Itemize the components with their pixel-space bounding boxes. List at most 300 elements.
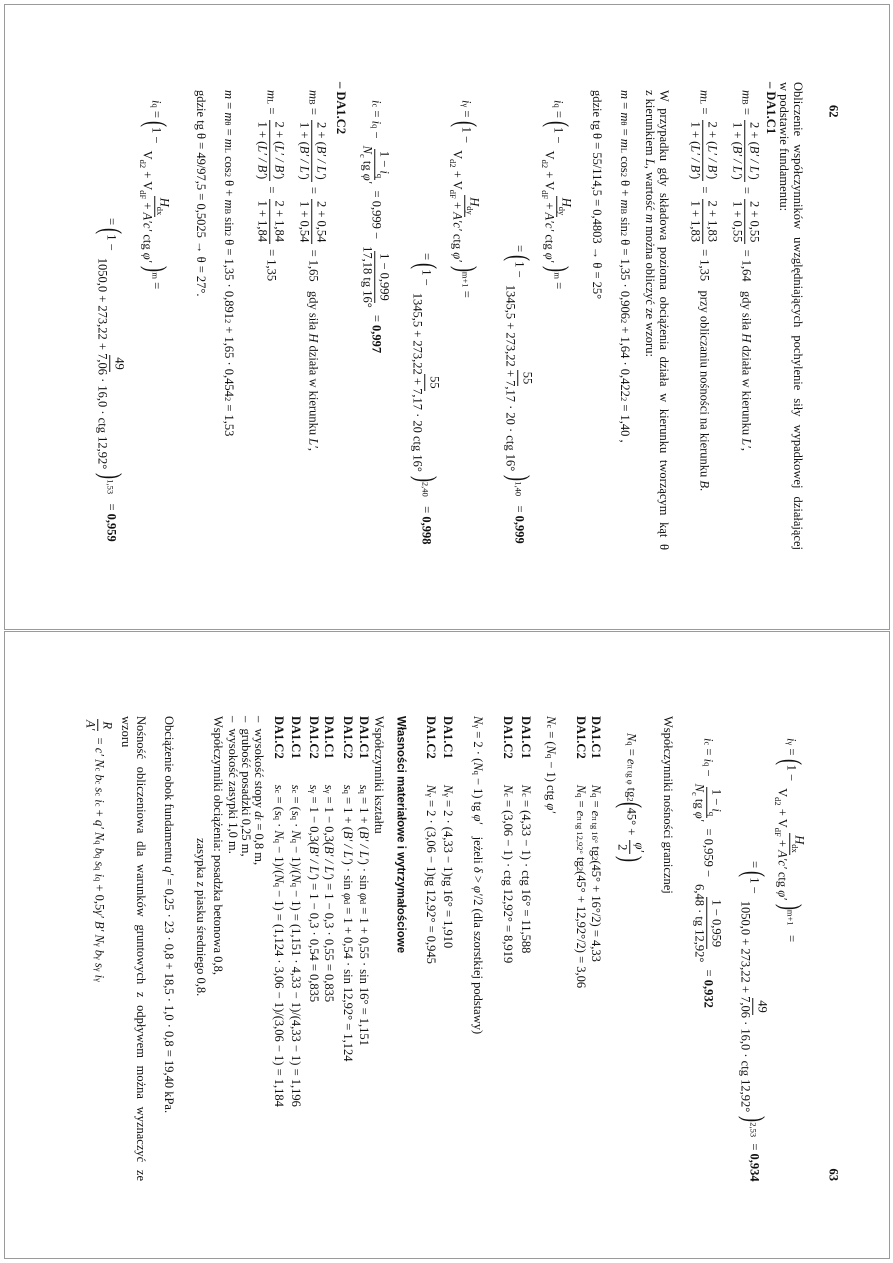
italic-symbol: A′c′	[140, 212, 155, 232]
subscript: dF	[773, 827, 783, 837]
text-line: i γ = ( 1 − $H_{dy}$ $V_{d2} + V_{dF} + A'c'$ ctg φ′ ) m+1 =	[448, 100, 482, 298]
text: jeżeli	[470, 824, 485, 867]
text: =	[700, 745, 715, 759]
text: gdzie tg θ = 49/97,5 = 0,5025 → θ = 27°.	[193, 90, 208, 297]
italic-symbol: m	[617, 138, 632, 148]
text: ,	[305, 447, 320, 452]
text: = 1 − 0,3(	[306, 793, 321, 846]
fraction	[730, 199, 761, 244]
text-line: = ( 1 − 49 1050,0 + 273,22 + 7,06 · 16,0 · ctg 12,92° ) 1,53 = 0,959	[94, 218, 127, 542]
italic-symbol: B′ / L′	[747, 145, 762, 176]
numerator	[110, 355, 126, 372]
numerator	[270, 120, 286, 182]
italic-symbol: s	[321, 784, 336, 790]
text: 49	[755, 1000, 770, 1013]
subscript: dx	[789, 844, 800, 853]
italic-symbol: L′	[305, 438, 320, 448]
text-line	[193, 838, 207, 996]
left-paren: (	[449, 120, 482, 127]
right-paren: )	[449, 265, 482, 272]
text-line: i q = ( 1 − $H_{dx}$ $V_{d2} + V_{dF} + A'c'$ ctg φ′ ) m =	[138, 100, 172, 290]
italic-symbol: B	[696, 480, 711, 489]
left-paren: (	[541, 121, 574, 128]
text: =	[263, 104, 278, 118]
right-paren: )	[614, 856, 647, 863]
text: – wysokość zasypki 1,0 m.	[225, 716, 240, 854]
text: =	[458, 287, 473, 298]
italic-symbol: φ′	[470, 814, 485, 825]
text: działa w kierunku	[738, 342, 753, 439]
subscript: d2	[773, 797, 783, 806]
fraction	[503, 283, 534, 473]
text: = 1 + 0,55 · sin 16° = 1,151	[356, 904, 371, 1046]
italic-symbol: q′	[161, 866, 176, 876]
text: 2 + 1,84	[272, 200, 287, 242]
text: + 1,64 · 0,422	[617, 323, 632, 397]
text: V	[450, 150, 465, 160]
text: +	[91, 806, 106, 820]
text-line: i c = i q − $1 - i_q$ $N_c$ tg φ′ = 0,959 − 1 − 0,959 6,48 · tg 12,92° = 0,932	[690, 738, 724, 1008]
denominator	[688, 120, 703, 182]
text-line: N c = ( N q − 1) ctg φ′	[543, 716, 558, 814]
text: 1 + 0,54	[297, 201, 312, 243]
fraction	[738, 899, 769, 1114]
text-line: = ( 1 − 55 1345,5 + 273,22 + 7,17 · 20 ctg 16° ) 2,40 = 0,998	[409, 253, 442, 545]
bold-text: DA1.C2	[271, 716, 286, 759]
italic-symbol: i	[368, 100, 383, 104]
text: =	[696, 183, 711, 197]
text: 2 + (	[705, 121, 720, 146]
italic-symbol: i	[91, 971, 106, 979]
italic-symbol: s	[340, 784, 355, 790]
denominator	[738, 899, 753, 1114]
subscript: dF	[448, 189, 458, 199]
text: = 0,25 · 23 · 0,8 + 18,5 · 1,0 · 0,8 = 19,40 kPa.	[161, 875, 176, 1114]
italic-symbol: N	[360, 145, 375, 154]
italic-symbol: m	[221, 112, 236, 122]
text: +	[775, 836, 790, 851]
text: = 1 + 0,54 · sin 12,92° = 1,124	[340, 904, 355, 1062]
text: =	[263, 183, 278, 197]
text: = 1,40 ,	[617, 401, 632, 443]
italic-symbol: c′ N	[91, 747, 106, 768]
text: = 2 · (3,06 − 1)tg 12,92° = 0,945	[423, 796, 438, 964]
text: 1 −	[418, 269, 433, 289]
text: cos	[221, 153, 236, 173]
fraction	[360, 144, 391, 186]
text: =	[738, 183, 753, 197]
text: 1 − 0,959	[709, 899, 724, 948]
text: Współczynniki kształtu	[371, 716, 386, 834]
italic-symbol: L	[642, 158, 657, 166]
subscript: q	[374, 173, 385, 179]
italic-symbol: N	[288, 874, 303, 883]
text: =	[305, 183, 320, 197]
text: =	[368, 311, 383, 326]
text: 1 + 0,55	[730, 201, 745, 243]
text-line	[660, 716, 674, 894]
numerator	[465, 195, 481, 217]
italic-symbol: N	[518, 784, 533, 794]
page-number: 63	[826, 1168, 841, 1181]
text: = 1,65 gdy siła	[305, 246, 320, 334]
italic-symbol: H	[467, 197, 482, 207]
text-line: = ( 1 − 55 1345,5 + 273,22 + 7,17 · 20 · ctg 16° ) 1,40 = 0,999	[502, 245, 535, 544]
text: – grubość posadzki 0,25 m,	[238, 716, 253, 857]
numerator	[790, 833, 806, 855]
text: )	[297, 175, 312, 180]
italic-symbol: H	[559, 197, 574, 207]
text: , wartość	[642, 165, 657, 214]
bold-text: DA1.C2	[423, 716, 438, 759]
bold-text: DA1.C1	[518, 716, 533, 759]
text: = 1 + (	[356, 793, 371, 831]
text: ctg	[542, 231, 557, 253]
text-line	[133, 716, 147, 1181]
text: 1 −	[103, 234, 118, 254]
text: tg	[573, 853, 588, 867]
italic-symbol: A′c′	[542, 212, 557, 232]
text: 2 + (	[314, 122, 329, 146]
text: = (3,06 − 1) · ctg 12,92° = 8,919	[500, 796, 515, 964]
numerator	[703, 199, 719, 244]
bold-text: DA1.C2	[500, 716, 515, 759]
text: tg	[588, 843, 603, 857]
text: =	[458, 107, 473, 121]
italic-symbol: s	[91, 959, 106, 968]
text: =	[617, 99, 632, 113]
text: wzoru	[118, 716, 133, 748]
text-line: DA1.C2 s γ = 1 − 0,3( B′ / L′ ) = 1 − 0,3 · 0,54 = 0,835	[306, 716, 321, 1003]
text: 1 + (	[297, 122, 312, 146]
text: 1 −	[148, 127, 163, 147]
italic-symbol: φ′	[692, 811, 707, 822]
right-paren: )	[737, 1116, 770, 1123]
text: =	[783, 925, 798, 942]
italic-symbol: s	[271, 810, 286, 816]
denominator	[83, 718, 98, 732]
italic-symbol: e	[623, 758, 638, 765]
text-line: i c = i q − $1 - i_q$ $N_c$ tg φ′ = 0,999 − 1 − 0,999 17,18 tg 16° = 0,997	[358, 100, 392, 354]
text: =	[550, 279, 565, 290]
fraction	[615, 840, 646, 854]
text-line	[589, 90, 603, 299]
text: − 1)/(	[271, 842, 286, 875]
right-paren: )	[541, 266, 574, 273]
italic-symbol: φ′	[542, 252, 557, 263]
italic-symbol: s	[306, 784, 321, 790]
bold-text: DA1.C2	[306, 716, 321, 759]
text: − 1) ctg	[543, 758, 558, 804]
italic-symbol: B′ / L′	[314, 145, 329, 176]
italic-symbol: N	[543, 745, 558, 754]
text: sin	[617, 214, 632, 232]
text-line	[790, 82, 804, 550]
text: =	[617, 125, 632, 139]
text-line	[371, 716, 385, 834]
italic-symbol: N	[288, 830, 303, 839]
text-line: = ( 1 − 49 1050,0 + 273,22 + 7,06 · 16,0 · ctg 12,92° ) 2,53 = 0,934	[737, 861, 770, 1182]
italic-symbol: A′c′	[775, 850, 790, 869]
text: =	[221, 99, 236, 113]
subscript: c	[358, 153, 368, 158]
text: =	[783, 745, 798, 759]
italic-symbol: b	[91, 844, 106, 854]
text: θ +	[617, 177, 632, 200]
italic-symbol: m	[617, 112, 632, 122]
text-line: i γ = ( 1 − $H_{dx}$ $V_{d2} + V_{dF} + A'c'$ ctg φ′ ) m+1 =	[773, 738, 807, 942]
left-paren: (	[737, 871, 770, 878]
italic-symbol: m	[305, 90, 320, 100]
fraction	[692, 782, 723, 824]
italic-symbol: m	[221, 138, 236, 148]
fraction	[83, 718, 114, 732]
italic-symbol: i	[709, 808, 724, 812]
text: zasypka z piasku średniego 0,8.	[193, 838, 208, 997]
denominator	[255, 120, 270, 182]
italic-symbol: R	[100, 721, 115, 729]
italic-symbol: L′ / B′	[688, 145, 703, 176]
text: >	[470, 872, 485, 886]
bold-text: 0,934	[746, 1153, 761, 1182]
text: )	[314, 175, 329, 180]
text-line: DA1.C1 s c = ( s q · N q − 1)/( N q − 1) = (1,151 · 4,33 − 1)/(4,33 − 1) = 1,196	[288, 716, 303, 1107]
subscript: q	[706, 811, 717, 817]
text: ·	[271, 819, 286, 831]
text-line	[193, 90, 207, 297]
text: = 2 · (4,33 − 1)tg 16° = 1,910	[440, 796, 455, 949]
text-line: DA1.C2 s q = 1 + ( B′ / L′ ) · sin φ d = 1 + 0,54 · sin 12,92° = 1,124	[340, 716, 355, 1062]
italic-symbol: φ′	[543, 803, 558, 814]
denominator	[730, 199, 745, 244]
text: ctg	[450, 230, 465, 253]
numerator	[753, 998, 769, 1015]
italic-symbol: N	[440, 784, 455, 794]
text: Współczynniki nośności granicznej	[660, 716, 675, 894]
text: =	[623, 745, 638, 759]
text: =	[573, 797, 588, 811]
text-line	[763, 82, 777, 134]
text: 1 + 1,84	[255, 200, 270, 242]
italic-symbol: φ′	[775, 890, 790, 900]
subscript: dF	[138, 190, 148, 200]
text: + 0,5	[91, 881, 106, 911]
denominator	[692, 882, 707, 964]
denominator	[615, 842, 630, 852]
text: = 1 + (	[340, 793, 355, 831]
text: =	[148, 107, 163, 122]
denominator	[692, 782, 707, 824]
italic-symbol: i	[783, 738, 798, 742]
text: 1345,5 + 273,22 + 7,17 · 20 · ctg 16°	[503, 284, 518, 472]
text: +	[450, 198, 465, 213]
right-paren: )	[409, 475, 442, 482]
text: =	[91, 734, 106, 748]
text: =	[148, 279, 163, 290]
text: )	[747, 175, 762, 180]
italic-symbol: φ′	[470, 886, 485, 896]
fraction	[688, 120, 719, 182]
italic-symbol: m	[738, 90, 753, 100]
bold-text: 0,932	[700, 979, 715, 1008]
text: )	[272, 175, 287, 180]
denominator	[360, 144, 375, 186]
italic-symbol: i	[91, 870, 106, 878]
fraction	[297, 199, 328, 244]
text: )	[705, 175, 720, 180]
fraction	[360, 244, 391, 310]
text: −	[700, 766, 715, 780]
italic-symbol: m	[617, 199, 632, 209]
subscript: dx	[154, 206, 165, 216]
text: 1 −	[783, 764, 798, 785]
italic-symbol: H	[738, 333, 753, 343]
text: tg	[623, 784, 638, 798]
text: tg	[692, 795, 707, 812]
text: 1 + 1,83	[688, 200, 703, 242]
italic-symbol: e	[588, 810, 603, 817]
italic-symbol: s	[271, 784, 286, 790]
denominator	[95, 256, 110, 471]
text: 1345,5 + 273,22 + 7,17 · 20 ctg 16°	[410, 292, 425, 472]
italic-symbol: m	[696, 90, 711, 100]
text: ) = 1 − 0,3 · 0,55 = 0,835	[321, 875, 336, 1003]
text: /2 (dla szorstkiej podstawy)	[470, 895, 485, 1035]
italic-symbol: φ′	[140, 252, 155, 263]
text: )	[688, 175, 703, 180]
italic-symbol: N	[470, 762, 485, 771]
text: =	[696, 104, 711, 118]
left-paren: (	[409, 263, 442, 270]
italic-symbol: s	[91, 858, 106, 867]
text-line	[394, 716, 407, 953]
text: 1 + (	[688, 121, 703, 146]
italic-symbol: φ′	[632, 842, 647, 853]
numerator	[98, 719, 114, 731]
italic-symbol: i	[550, 100, 565, 104]
italic-symbol: i	[148, 100, 163, 104]
text: gdzie tg θ = 55/114,5 = 0,4803 → θ = 25°	[589, 90, 604, 300]
text: −	[368, 128, 383, 142]
text: =	[588, 797, 603, 811]
denominator	[410, 291, 425, 474]
italic-symbol: A′c′	[450, 212, 465, 231]
bold-text: 0,998	[418, 516, 433, 545]
text: = 1,64 gdy siła	[738, 246, 753, 334]
text: + 1,65 · 0,454	[221, 323, 236, 397]
denominator	[255, 199, 270, 244]
numerator	[745, 120, 761, 182]
text: =	[418, 496, 433, 517]
text: sin	[221, 214, 236, 232]
text: =	[511, 496, 526, 516]
italic-symbol: s	[288, 810, 303, 816]
bold-text: DA1.C1	[288, 716, 303, 759]
text: – wysokość stopy	[251, 716, 266, 812]
text: = 1 − 0,3(	[321, 793, 336, 846]
text-line: R A′ = c′ N c b c s c i c + q′ N q b q s q i q + 0,5 γ′ B′ N γ b γ s γ i γ	[83, 720, 115, 982]
numerator	[375, 251, 391, 303]
text: ) · sin	[356, 860, 371, 893]
text: 1 −	[511, 261, 526, 281]
italic-symbol: L′ / B′	[272, 145, 287, 176]
fraction	[255, 120, 286, 182]
italic-symbol: B′ / L′	[297, 145, 312, 176]
denominator	[775, 786, 790, 902]
left-paren: (	[774, 758, 807, 765]
fraction	[688, 199, 719, 244]
italic-symbol: L′ / B′	[255, 145, 270, 176]
text: z kierunkiem	[642, 90, 657, 159]
text: =	[368, 107, 383, 121]
text: θ = 1,35 · 0,891	[221, 236, 236, 319]
numerator	[745, 199, 761, 244]
text: (45° + 12,92°/2) = 3,06	[573, 870, 588, 989]
left-paren: (	[94, 228, 127, 235]
text: +	[140, 199, 155, 213]
text: Obliczenie współczynników uwzględniających pochylenie siły wypadkowej działającej	[790, 82, 805, 550]
text: 45° +	[623, 807, 638, 839]
text: )	[255, 175, 270, 180]
text: 2 + 1,83	[705, 200, 720, 242]
italic-symbol: δ	[470, 866, 485, 873]
fraction	[730, 120, 761, 182]
denominator	[688, 199, 703, 244]
text-line: m B = 2 + (B′ / L′) 1 + (B′ / L′) = 2 + 0,54 1 + 0,54 = 1,65 gdy siła H działa w kierunku L′ ,	[297, 90, 329, 452]
italic-symbol: N	[543, 716, 558, 725]
text: (45° + 16°/2) = 4,33	[588, 860, 603, 962]
numerator	[630, 840, 646, 854]
text: = 1,35 przy obliczaniu nośności na kierunku	[696, 245, 711, 481]
text-line	[161, 716, 175, 1113]
italic-symbol: b	[91, 771, 106, 781]
denominator	[140, 149, 155, 265]
denominator	[503, 283, 518, 473]
text: W przypadku gdy składowa pozioma obciążenia działa w kierunku tworzącym kąt θ	[656, 90, 671, 550]
text-line: DA1.C1 s q = 1 + ( B′ / L′ ) · sin φ d = 1 + 0,55 · sin 16° = 1,151	[356, 716, 371, 1046]
subscript: dy	[464, 206, 475, 215]
text: + V	[450, 167, 465, 190]
numerator	[375, 149, 391, 180]
italic-symbol: s	[356, 784, 371, 790]
text: =	[746, 861, 761, 872]
bold-text: DA1.C1	[356, 716, 371, 759]
bold-text: 0,997	[368, 325, 383, 354]
italic-symbol: i	[377, 170, 392, 174]
bold-text: DA1.C1	[321, 716, 336, 759]
italic-symbol: m	[263, 90, 278, 100]
text: =	[738, 104, 753, 119]
italic-symbol: N	[423, 784, 438, 794]
text: 1050,0 + 273,22 + 7,06 · 16,0 · ctg 12,92°	[738, 900, 753, 1113]
italic-symbol: B′ / L′	[730, 145, 745, 176]
bold-text: DA1.C1	[588, 716, 603, 759]
text-line: DA1.C1 N γ = 2 · (4,33 − 1)tg 16° = 1,910	[440, 716, 455, 949]
text: 1 −	[550, 127, 565, 147]
text: 17,18 tg 16°	[360, 246, 375, 308]
denominator	[450, 148, 465, 264]
text: 2 + (	[272, 121, 287, 146]
italic-symbol: B′ / L′	[340, 830, 355, 861]
text-line: m L = 2 + (L′ / B′) 1 + (L′ / B′) = 2 + 1,84 1 + 1,84 = 1,35	[255, 90, 287, 282]
text: ·	[288, 819, 303, 831]
text: =	[103, 494, 118, 514]
text: + V	[775, 805, 790, 828]
text-line: DA1.C1 N q = e π tg 16° tg 2 (45° + 16°/2) = 4,33	[588, 716, 603, 962]
text: Współczynniki obciążenia: posadzka betonowa 0,8,	[210, 716, 225, 975]
text-line: i q = ( 1 − $H_{dy}$ $V_{d2} + V_{dF} + A'c'$ ctg φ′ ) m =	[540, 100, 574, 290]
italic-symbol: B′ / L′	[356, 830, 371, 861]
